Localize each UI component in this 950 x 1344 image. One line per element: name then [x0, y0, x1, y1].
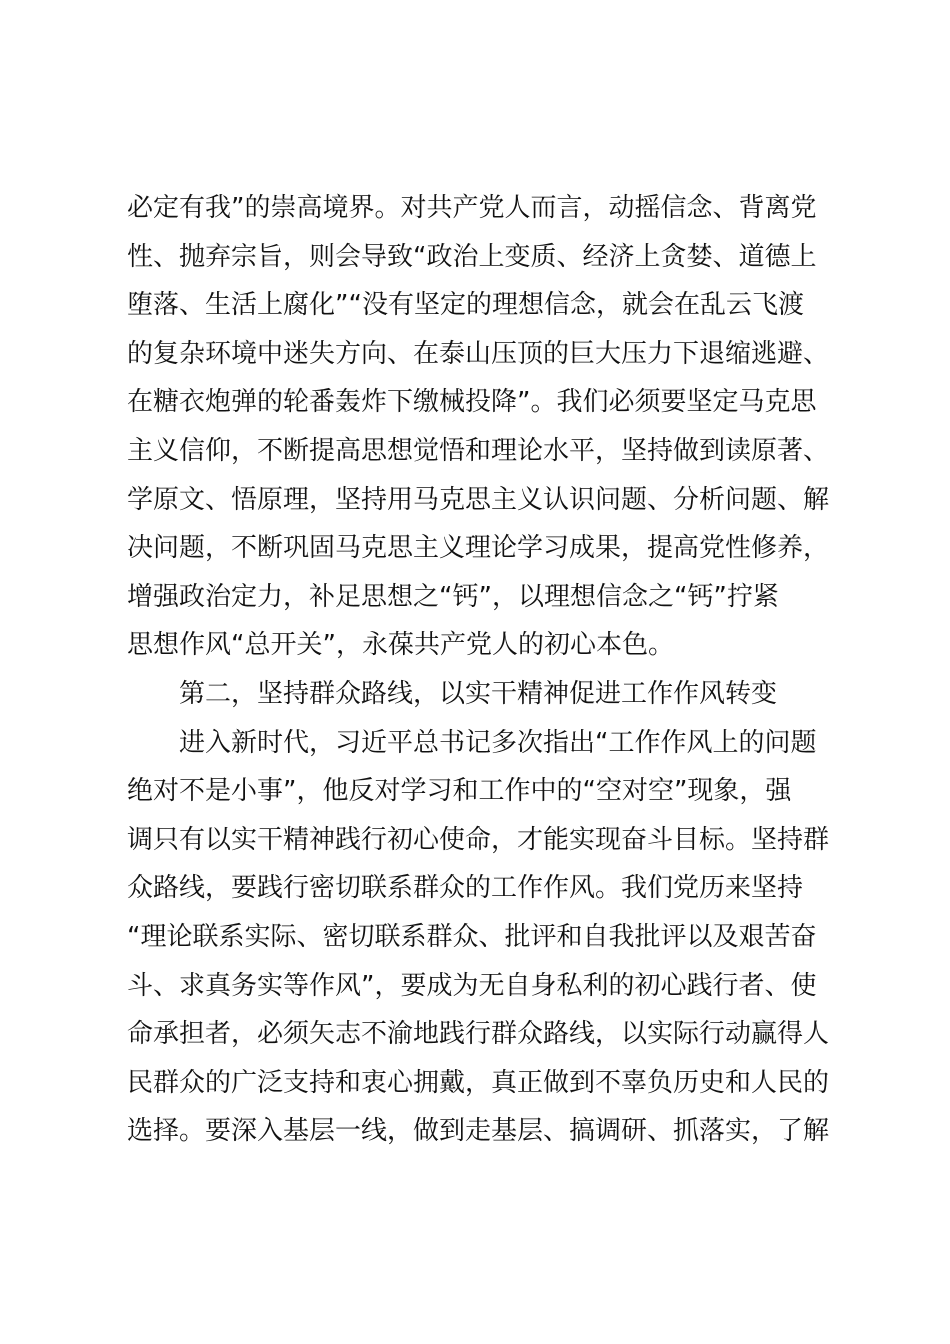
text-line: 调只有以实干精神践行初心使命，才能实现奋斗目标。坚持群: [127, 824, 830, 855]
section-heading: 第二，坚持群众路线，以实干精神促进工作作风转变: [179, 678, 778, 709]
text-line: 决问题，不断巩固马克思主义理论学习成果，提高党性修养，: [127, 533, 830, 564]
text-line: 的复杂环境中迷失方向、在泰山压顶的巨大压力下退缩逃避、: [127, 338, 830, 369]
text-line: 性、抛弃宗旨，则会导致“政治上变质、经济上贪婪、道德上: [127, 241, 817, 272]
text-line: “理论联系实际、密切联系群众、批评和自我批评以及艰苦奋: [127, 921, 817, 952]
text-line: 主义信仰，不断提高思想觉悟和理论水平，坚持做到读原著、: [127, 435, 830, 466]
text-line: 思想作风“总开关”，永葆共产党人的初心本色。: [127, 630, 674, 661]
text-line: 斗、求真务实等作风”，要成为无自身私利的初心践行者、使: [127, 970, 817, 1001]
text-line: 在糖衣炮弹的轮番轰炸下缴械投降”。我们必须要坚定马克思: [127, 387, 817, 418]
text-line: 增强政治定力，补足思想之“钙”，以理想信念之“钙”拧紧: [127, 581, 779, 612]
text-line: 民群众的广泛支持和衷心拥戴，真正做到不辜负历史和人民的: [127, 1067, 830, 1098]
text-line: 选择。要深入基层一线，做到走基层、搞调研、抓落实，了解: [127, 1116, 830, 1147]
text-line: 堕落、生活上腐化”“没有坚定的理想信念，就会在乱云飞渡: [127, 290, 804, 321]
text-line: 必定有我”的崇高境界。对共产党人而言，动摇信念、背离党: [127, 193, 817, 223]
paragraph-first-line: 进入新时代，习近平总书记多次指出“工作作风上的问题: [179, 727, 817, 758]
text-line: 命承担者，必须矢志不渝地践行群众路线，以实际行动赢得人: [127, 1019, 830, 1050]
text-line: 学原文、悟原理，坚持用马克思主义认识问题、分析问题、解: [127, 484, 830, 515]
body-text: [127, 184, 837, 1156]
text-line: 绝对不是小事”，他反对学习和工作中的“空对空”现象，强: [127, 776, 792, 807]
text-line: 众路线，要践行密切联系群众的工作作风。我们党历来坚持: [127, 873, 804, 904]
